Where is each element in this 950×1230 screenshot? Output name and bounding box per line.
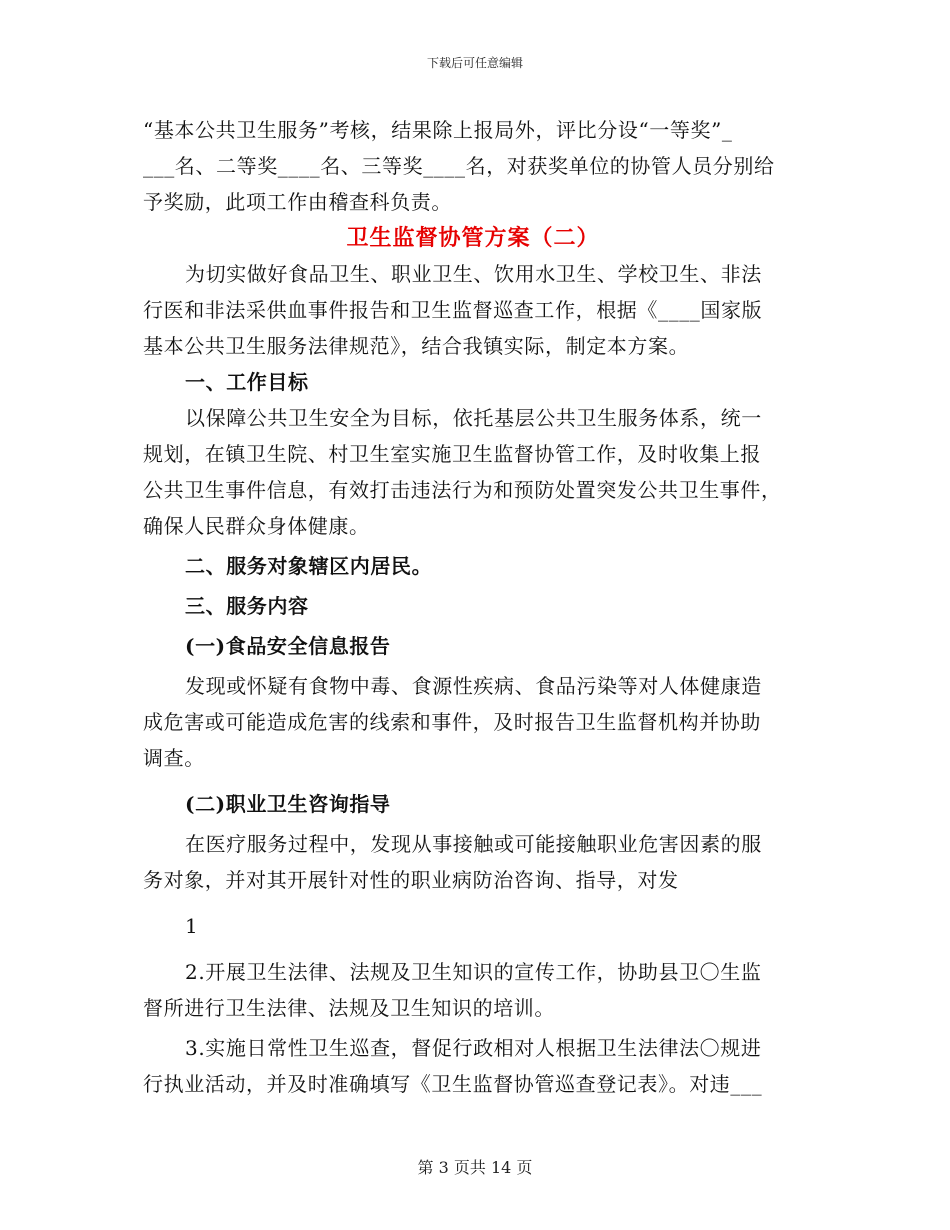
paragraph-line: “基本公共卫生服务”考核，结果除上报局外，评比分设“一等奖”_ <box>143 118 733 142</box>
paragraph-line: 规划，在镇卫生院、村卫生室实施卫生监督协管工作，及时收集上报 <box>143 442 761 466</box>
paragraph-line: 确保人民群众身体健康。 <box>143 514 370 538</box>
paragraph-line: 调查。 <box>143 746 205 770</box>
heading-work-goal: 一、工作目标 <box>185 370 309 394</box>
page-number-marker: 1 <box>185 914 199 938</box>
page-header-note: 下载后可任意编辑 <box>426 56 523 70</box>
paragraph-line: 成危害或可能造成危害的线索和事件，及时报告卫生监督机构并协助 <box>143 710 761 734</box>
paragraph-line: 3.实施日常性卫生巡查，督促行政相对人根据卫生法律法〇规进 <box>185 1036 762 1060</box>
paragraph-line: 为切实做好食品卫生、职业卫生、饮用水卫生、学校卫生、非法 <box>185 262 762 286</box>
paragraph-line: ___名、二等奖____名、三等奖____名，对获奖单位的协管人员分别给 <box>143 154 775 178</box>
paragraph-line: 予奖励，此项工作由稽查科负责。 <box>143 190 452 214</box>
paragraph-line: 行执业活动，并及时准确填写《卫生监督协管巡查登记表》。对违___ <box>143 1072 763 1096</box>
paragraph-line: 在医疗服务过程中，发现从事接触或可能接触职业危害因素的服 <box>185 832 762 856</box>
heading-food-safety: (一)食品安全信息报告 <box>185 634 391 658</box>
section-title: 卫生监督协管方案（二） <box>346 225 600 251</box>
paragraph-line: 公共卫生事件信息，有效打击违法行为和预防处置突发公共卫生事件， <box>143 478 782 502</box>
document-body <box>143 112 803 1102</box>
heading-occupational-health: (二)职业卫生咨询指导 <box>185 792 391 816</box>
paragraph-line: 基本公共卫生服务法律规范》，结合我镇实际，制定本方案。 <box>143 334 690 358</box>
paragraph-line: 务对象，并对其开展针对性的职业病防治咨询、指导，对发 <box>143 868 679 892</box>
paragraph-line: 督所进行卫生法律、法规及卫生知识的培训。 <box>143 996 555 1020</box>
heading-service-target: 二、服务对象辖区内居民。 <box>185 554 433 578</box>
paragraph-line: 发现或怀疑有食物中毒、食源性疾病、食品污染等对人体健康造 <box>185 674 762 698</box>
paragraph-line: 行医和非法采供血事件报告和卫生监督巡查工作，根据《____国家版 <box>143 298 763 322</box>
heading-service-content: 三、服务内容 <box>185 594 309 618</box>
paragraph-line: 2.开展卫生法律、法规及卫生知识的宣传工作，协助县卫〇生监 <box>185 960 762 984</box>
page-footer: 第 3 页共 14 页 <box>417 1158 533 1177</box>
paragraph-line: 以保障公共卫生安全为目标，依托基层公共卫生服务体系，统一 <box>185 406 762 430</box>
